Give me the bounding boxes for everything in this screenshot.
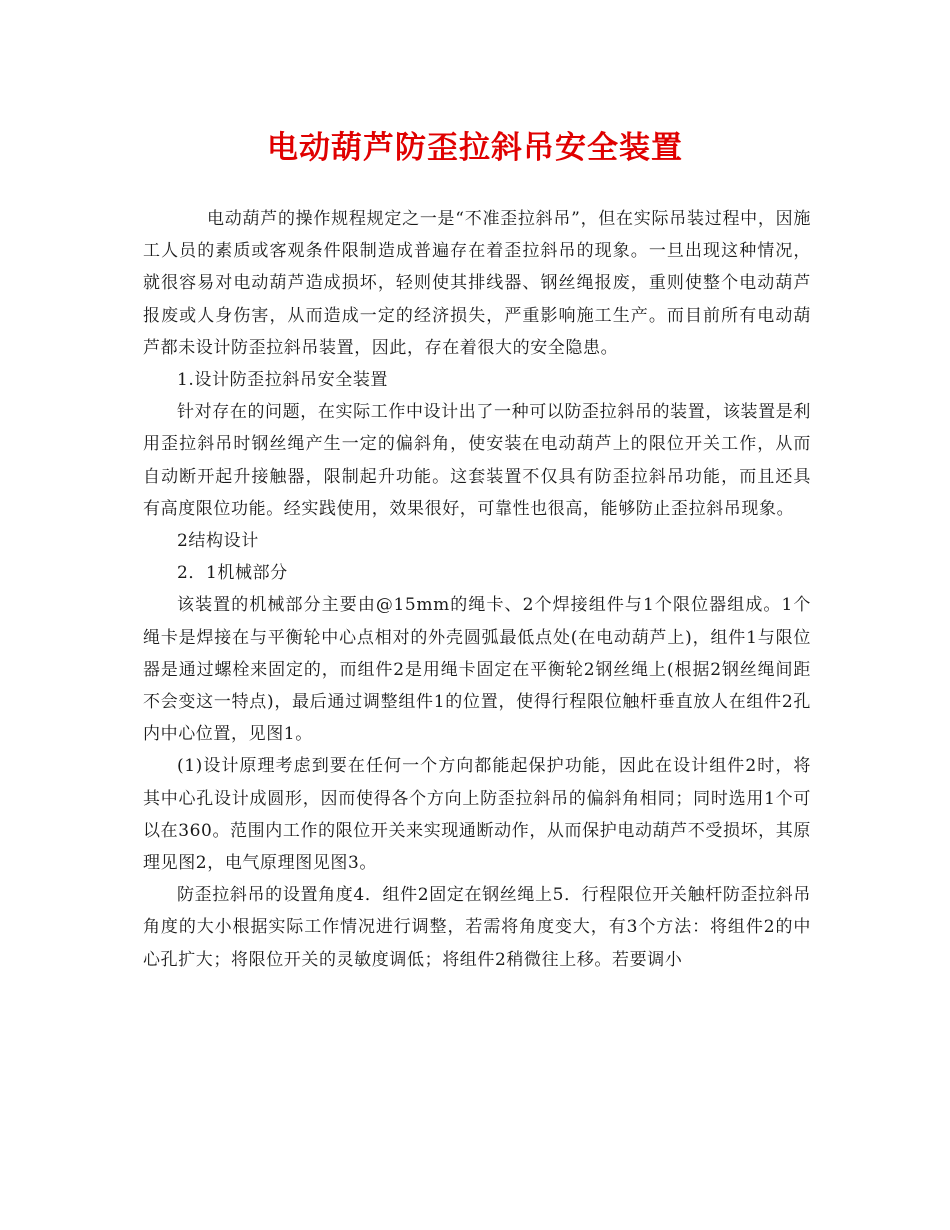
document-title: 电动葫芦防歪拉斜吊安全装置 — [267, 130, 683, 166]
section-heading-1: 1.设计防歪拉斜吊安全装置 — [177, 370, 389, 391]
paragraph-angle-setting: 防歪拉斜吊的设置角度4．组件2固定在钢丝绳上5．行程限位开关触杆防歪拉斜吊角度的大小根据实际工作情况进行调整，若需将角度变大，有3个方法：将组件2的中心孔扩大；将限位开关的灵敏度调低；将组件2稍微往上移。若要调小 — [143, 885, 811, 970]
paragraph-design-principle: (1)设计原理考虑到要在任何一个方向都能起保护功能，因此在设计组件2时，将其中心孔设计成圆形，因而使得各个方向上防歪拉斜吊的偏斜角相同；同时选用1个可以在360。范围内工作的限位开关来实现通断动作，从而保护电动葫芦不受损坏，其原理见图2，电气原理图见图3。 — [143, 756, 811, 874]
paragraph-mechanical: 该装置的机械部分主要由@15mm的绳卡、2个焊接组件与1个限位器组成。1个绳卡是焊接在与平衡轮中心点相对的外壳圆弧最低点处(在电动葫芦上)，组件1与限位器是通过螺栓来固定的，而组件2是用绳卡固定在平衡轮2钢丝绳上(根据2钢丝绳间距不会变这一特点)，最后通过调整组件1的位置，使得行程限位触杆垂直放人在组件2孔内中心位置，见图1。 — [143, 595, 811, 745]
document-body — [143, 203, 811, 976]
paragraph-section-1: 针对存在的问题，在实际工作中设计出了一种可以防歪拉斜吊的装置，该装置是利用歪拉斜吊时钢丝绳产生一定的偏斜角，使安装在电动葫芦上的限位开关工作，从而自动断开起升接触器，限制起升功能。这套装置不仅具有防歪拉斜吊功能，而且还具有高度限位功能。经实践使用，效果很好，可靠性也很高，能够防止歪拉斜吊现象。 — [143, 402, 811, 519]
paragraph-intro: 电动葫芦的操作规程规定之一是“不准歪拉斜吊”，但在实际吊装过程中，因施工人员的素质或客观条件限制造成普遍存在着歪拉斜吊的现象。一旦出现这种情况，就很容易对电动葫芦造成损坏，轻则使其排线器、钢丝绳报废，重则使整个电动葫芦报废或人身伤害，从而造成一定的经济损失，严重影响施工生产。而目前所有电动葫芦都未设计防歪拉斜吊装置，因此，存在着很大的安全隐患。 — [143, 209, 811, 358]
section-heading-2: 2结构设计 — [177, 531, 259, 552]
subsection-heading-2-1: 2．1机械部分 — [177, 563, 288, 584]
